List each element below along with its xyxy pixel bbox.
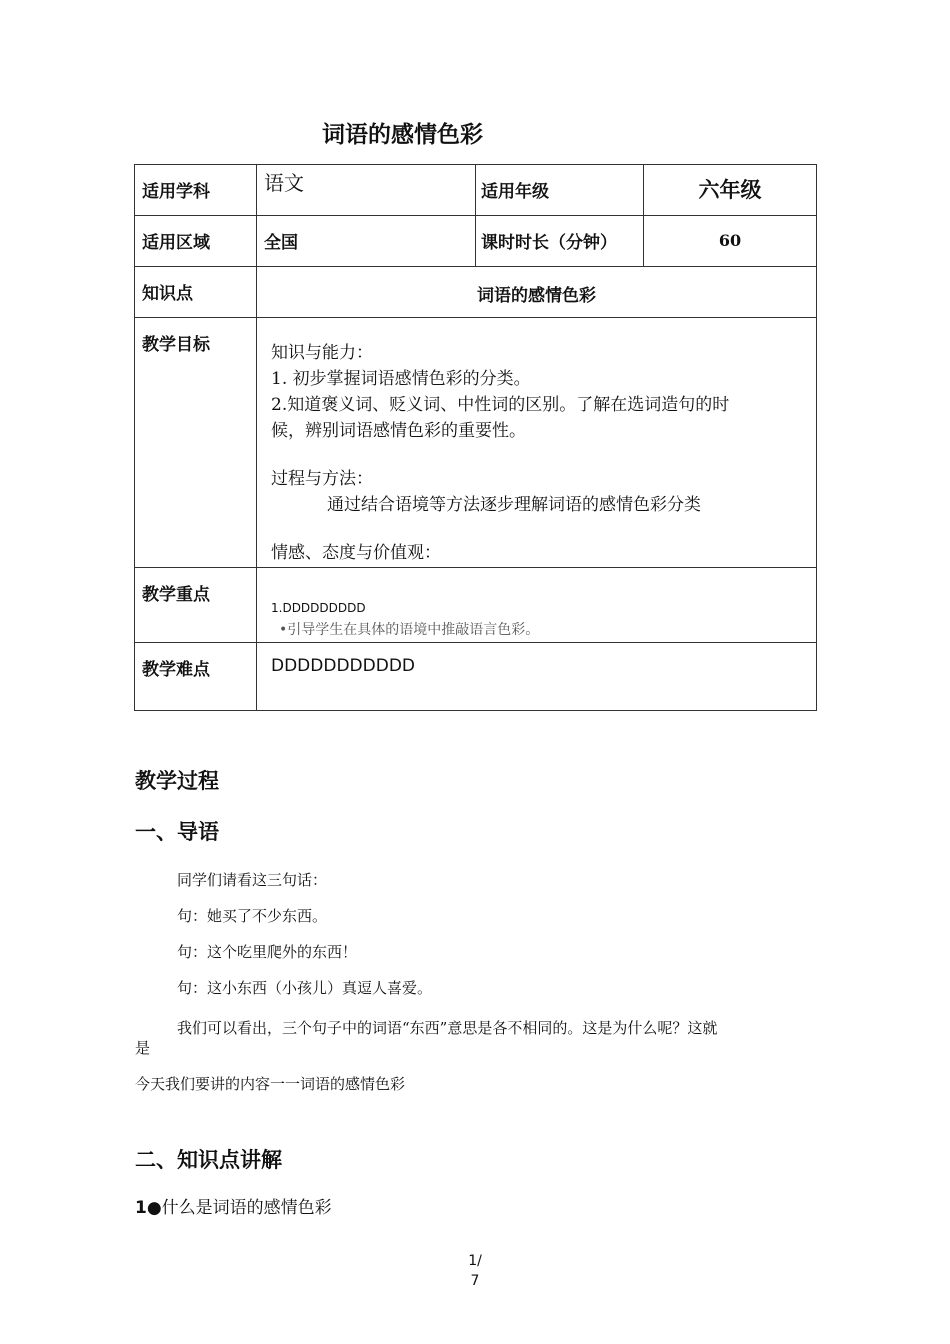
intro-paragraph: 我们可以看出，三个句子中的词语“东西”意思是各不相同的。这是为什么呢？这就 [177, 1019, 718, 1037]
intro-paragraph: 今天我们要讲的内容一一词语的感情色彩 [135, 1075, 406, 1093]
objectives-label: 教学目标 [135, 318, 257, 568]
process-heading: 教学过程 [135, 769, 219, 793]
knowledge-value: 词语的感情色彩 [257, 267, 817, 318]
subsection-text: 什么是词语的感情色彩 [161, 1198, 332, 1218]
section-heading-intro: 一、导语 [135, 820, 219, 844]
key-points-label: 教学重点 [135, 568, 257, 643]
subject-value: 语文 [257, 165, 476, 216]
objective-heading: 情感、态度与价值观： [271, 543, 441, 563]
table-row [135, 216, 817, 267]
table-row [135, 267, 817, 318]
table-row [135, 568, 817, 643]
duration-value: 60 [644, 216, 817, 267]
region-value: 全国 [257, 216, 476, 267]
subsection-title [135, 1193, 332, 1218]
key-point-line: 1.DDDDDDDDD [271, 601, 366, 615]
page-number-line: 7 [470, 1273, 480, 1289]
duration-label: 课时时长（分钟） [476, 216, 644, 267]
difficulty-label: 教学难点 [135, 643, 257, 711]
key-point-line: •引导学生在具体的语境中推敲语言色彩。 [279, 622, 540, 638]
objective-item: 候，辨别词语感情色彩的重要性。 [271, 421, 526, 441]
table-row [135, 165, 817, 216]
intro-paragraph: 是 [135, 1039, 151, 1057]
table-row [135, 643, 817, 711]
objective-heading: 知识与能力： [271, 343, 373, 363]
subject-label: 适用学科 [135, 165, 257, 216]
objective-item: 1. 初步掌握词语感情色彩的分类。 [271, 369, 531, 389]
subsection-number: 1● [135, 1198, 162, 1218]
objective-item: 通过结合语境等方法逐步理解词语的感情色彩分类 [327, 495, 701, 515]
grade-value: 六年级 [644, 165, 817, 216]
knowledge-label: 知识点 [135, 267, 257, 318]
intro-paragraph: 句：她买了不少东西。 [177, 907, 328, 925]
table-row [135, 318, 817, 568]
objective-heading: 过程与方法： [271, 469, 373, 489]
section-heading-knowledge: 二、知识点讲解 [135, 1148, 282, 1172]
lesson-info-table [134, 164, 817, 711]
page-number [0, 1251, 950, 1291]
document-title: 词语的感情色彩 [322, 122, 483, 148]
objective-item: 2.知道褒义词、贬义词、中性词的区别。了解在选词造句的时 [271, 395, 730, 415]
intro-paragraph: 句：这个吃里爬外的东西！ [177, 943, 358, 961]
page-number-line: 1/ [468, 1253, 482, 1269]
objectives-cell [257, 318, 817, 568]
intro-paragraph: 句：这小东西（小孩儿）真逗人喜爱。 [177, 979, 433, 997]
intro-paragraph: 同学们请看这三句话： [177, 871, 328, 889]
key-points-cell [257, 568, 817, 643]
difficulty-value: DDDDDDDDDDD [257, 643, 817, 711]
grade-label: 适用年级 [476, 165, 644, 216]
region-label: 适用区域 [135, 216, 257, 267]
